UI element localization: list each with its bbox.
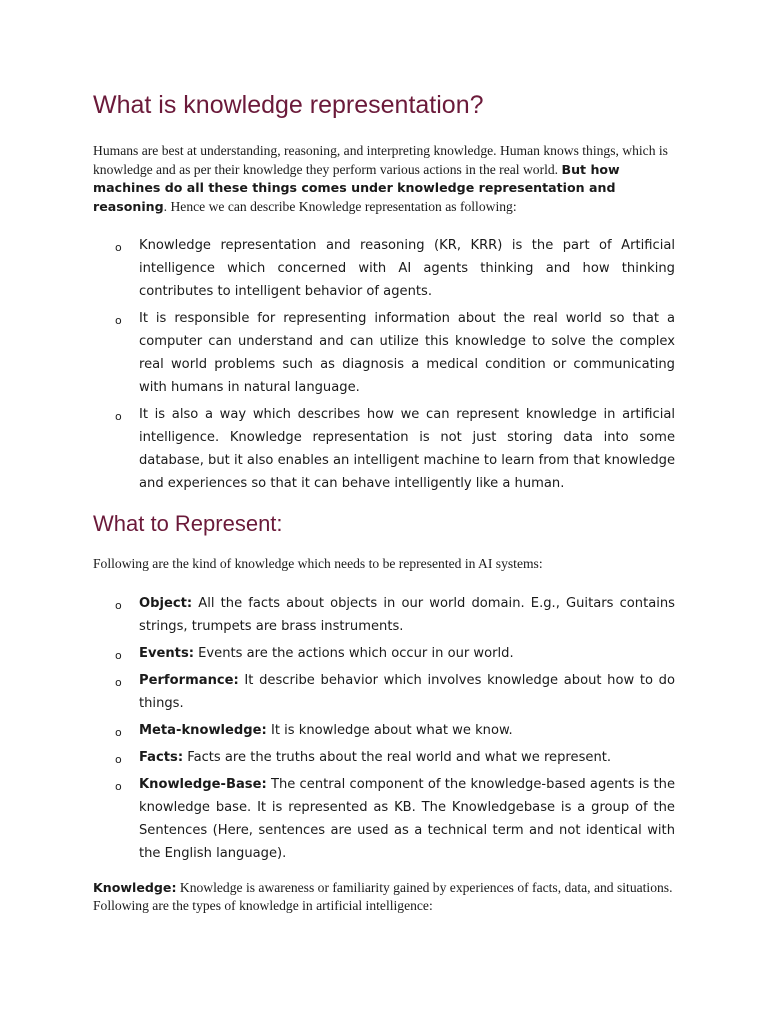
intro-text-start: Humans are best at understanding, reasoning, and interpreting knowledge. Human knows things, which is knowledge and as per their knowledge they perform various actions in the real world.	[93, 143, 668, 177]
intro-bold-text: But how machines do all these things comes under knowledge representation and reasoning	[93, 161, 620, 214]
section-heading-what-to-represent: What to Represent:	[93, 511, 283, 536]
bullet-marker: o	[115, 725, 122, 739]
represent-bullet-list	[93, 592, 675, 865]
list-item	[115, 592, 675, 638]
list-item-term: Knowledge-Base:	[139, 776, 267, 792]
list-item-text: All the facts about objects in our world domain. E.g., Guitars contains strings, trumpets are brass instruments.	[139, 595, 675, 634]
intro-paragraph	[93, 142, 675, 216]
bullet-marker: o	[115, 314, 122, 327]
bullet-marker: o	[115, 675, 122, 689]
bullet-marker: o	[115, 752, 122, 766]
intro-text-end: . Hence we can describe Knowledge representation as following:	[163, 198, 517, 214]
list-item-text: The central component of the knowledge-based agents is the knowledge base. It is represented as KB. The Knowledgebase is a group of the Sentences (Here, sentences are used as a technical term and not identical with the English language).	[139, 776, 675, 861]
bullet-marker: o	[115, 648, 122, 662]
list-item-text: It is responsible for representing information about the real world so that a computer can understand and can utilize this knowledge to solve the complex real world problems such as diagnosis a medical condition or communicating with humans in natural language.	[139, 311, 675, 395]
knowledge-text: Knowledge is awareness or familiarity gained by experiences of facts, data, and situations. Following are the types of knowledge in artificial intelligence:	[93, 879, 673, 913]
bullet-marker: o	[115, 598, 122, 612]
bullet-marker: o	[115, 410, 122, 423]
list-item-term: Performance:	[139, 672, 239, 688]
list-item-text: Knowledge representation and reasoning (KR, KRR) is the part of Artificial intelligence which concerned with AI agents thinking and how thinking contributes to intelligent behavior of agents.	[139, 238, 675, 299]
list-item	[115, 669, 675, 715]
list-item	[115, 403, 675, 495]
list-item-term: Facts:	[139, 749, 184, 765]
knowledge-paragraph	[93, 879, 675, 916]
list-item-term: Object:	[139, 595, 193, 611]
kr-bullet-list	[93, 234, 675, 495]
list-item-term: Events:	[139, 645, 194, 661]
list-item	[115, 746, 675, 769]
document-page	[93, 88, 675, 916]
list-item-text: Facts are the truths about the real world and what we represent.	[183, 749, 612, 765]
list-item	[115, 642, 675, 665]
what-to-represent-intro: Following are the kind of knowledge which needs to be represented in AI systems:	[93, 556, 543, 571]
list-item	[115, 719, 675, 742]
list-item	[115, 307, 675, 399]
list-item-text: Events are the actions which occur in our world.	[193, 645, 514, 661]
knowledge-label: Knowledge:	[93, 879, 177, 895]
list-item-term: Meta-knowledge:	[139, 722, 267, 738]
section-heading-knowledge-representation: What is knowledge representation?	[93, 91, 484, 119]
bullet-marker: o	[115, 779, 122, 793]
list-item-text: It describe behavior which involves knowledge about how to do things.	[139, 672, 675, 711]
bullet-marker: o	[115, 241, 122, 254]
list-item-text: It is knowledge about what we know.	[266, 722, 513, 738]
list-item	[115, 234, 675, 303]
list-item	[115, 773, 675, 865]
list-item-text: It is also a way which describes how we can represent knowledge in artificial intelligence. Knowledge representation is not just storing data into some database, but it also enables an intelligent machine to learn from that knowledge and experiences so that it can behave intelligently like a human.	[139, 407, 675, 491]
